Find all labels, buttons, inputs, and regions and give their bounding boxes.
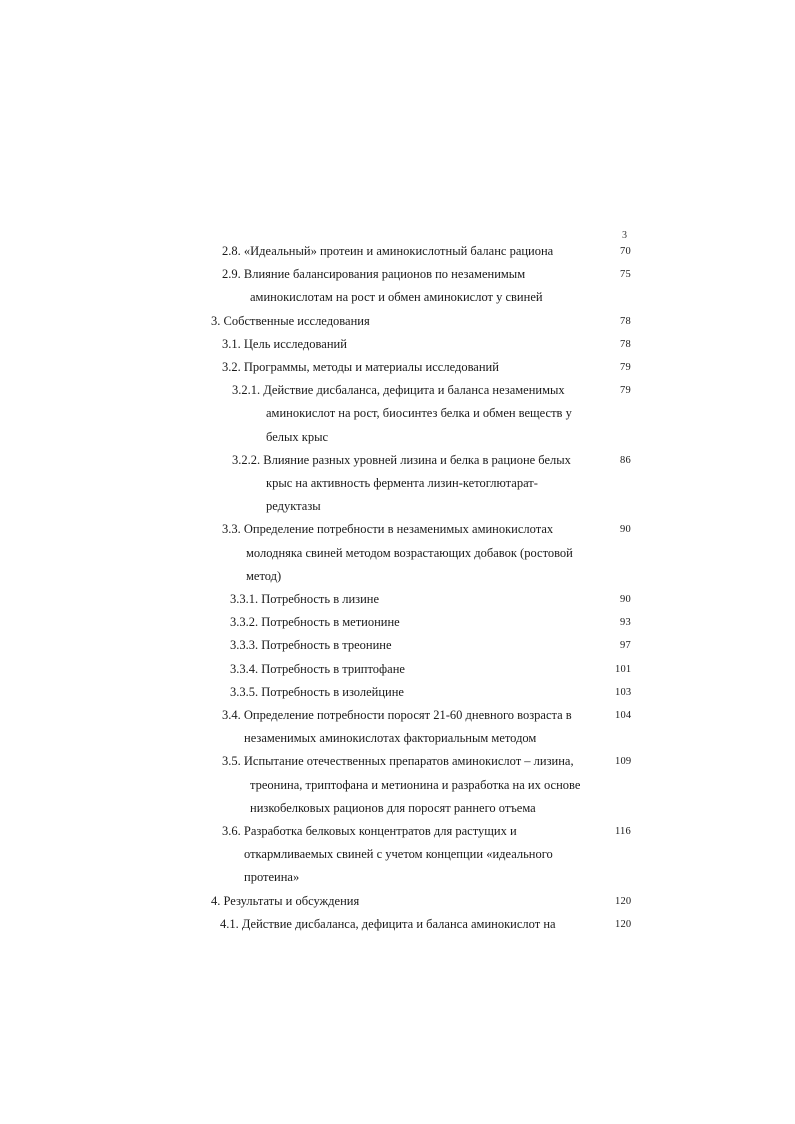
toc-entry-page: 93 <box>620 617 631 629</box>
toc-entry-page: 78 <box>620 315 631 327</box>
toc-entry-title: 3.2.1. Действие дисбаланса, дефицита и баланса незаменимых <box>232 383 565 398</box>
toc-entry-title: 3. Собственные исследования <box>211 313 370 328</box>
toc-entry-3-2-2 <box>0 449 795 519</box>
toc-entry-3-3-4 <box>0 658 795 681</box>
toc-entry-title: 3.3.5. Потребность в изолейцине <box>230 684 404 699</box>
toc-entry-title: 3.3.3. Потребность в треонине <box>230 638 392 653</box>
toc-entry-page: 79 <box>620 385 631 397</box>
toc-entry-page: 120 <box>615 918 632 930</box>
toc-entry-page: 103 <box>615 686 632 698</box>
toc-entry-continuation: белых крыс <box>266 429 329 444</box>
toc-entry-title: 3.4. Определение потребности поросят 21-60 дневного возраста в <box>222 708 572 723</box>
toc-entry-title: 2.8. «Идеальный» протеин и аминокислотный баланс рациона <box>222 244 554 258</box>
toc-entry-title: 3.5. Испытание отечественных препаратов аминокислот – лизина, <box>222 754 574 769</box>
toc-entry-4-1 <box>0 913 795 936</box>
toc-entry-continuation: молодняка свиней методом возрастающих добавок (ростовой <box>246 545 573 560</box>
toc-entry-continuation: редуктазы <box>266 499 321 514</box>
table-of-contents <box>0 240 795 936</box>
toc-entry-title: 4. Результаты и обсуждения <box>211 893 360 908</box>
toc-entry-page: 109 <box>615 756 632 768</box>
toc-entry-continuation: протеина» <box>244 870 300 885</box>
toc-entry-continuation: треонина, триптофана и метионина и разработка на их основе <box>250 777 581 792</box>
toc-entry-title: 3.3.4. Потребность в триптофане <box>230 661 405 676</box>
toc-entry-4 <box>0 890 795 913</box>
toc-entry-3-3-2 <box>0 611 795 634</box>
toc-entry-page: 101 <box>615 663 632 675</box>
toc-entry-title: 3.3.2. Потребность в метионине <box>230 615 400 630</box>
toc-entry-page: 70 <box>620 246 631 257</box>
toc-entry-page: 90 <box>620 594 631 606</box>
toc-entry-3-3 <box>0 518 795 588</box>
toc-entry-continuation: метод) <box>246 568 282 583</box>
page-number: 3 <box>622 230 627 241</box>
toc-entry-page: 120 <box>615 895 632 907</box>
toc-entry-3 <box>0 310 795 333</box>
toc-entry-title: 3.2.2. Влияние разных уровней лизина и белка в рационе белых <box>232 452 571 467</box>
toc-entry-continuation: крыс на активность фермента лизин-кетоглютарат- <box>266 476 538 491</box>
toc-entry-continuation: низкобелковых рационов для поросят раннего отъема <box>250 800 536 815</box>
toc-entry-2-8 <box>0 240 795 263</box>
toc-entry-title: 3.2. Программы, методы и материалы исследований <box>222 360 499 375</box>
toc-entry-page: 116 <box>615 826 631 838</box>
toc-entry-3-2 <box>0 356 795 379</box>
toc-entry-3-3-3 <box>0 634 795 657</box>
toc-entry-page: 90 <box>620 524 631 536</box>
toc-entry-continuation: незаменимых аминокислотах факториальным методом <box>244 731 537 746</box>
toc-entry-3-3-1 <box>0 588 795 611</box>
toc-entry-title: 4.1. Действие дисбаланса, дефицита и баланса аминокислот на <box>220 916 556 931</box>
toc-entry-page: 97 <box>620 640 631 652</box>
toc-entry-page: 75 <box>620 269 631 281</box>
toc-entry-continuation: аминокислотам на рост и обмен аминокислот у свиней <box>250 290 543 305</box>
toc-entry-title: 2.9. Влияние балансирования рационов по незаменимым <box>222 267 526 282</box>
toc-entry-page: 86 <box>620 454 631 466</box>
toc-entry-page: 79 <box>620 362 631 374</box>
toc-entry-3-1 <box>0 333 795 356</box>
toc-entry-title: 3.3. Определение потребности в незаменимых аминокислотах <box>222 522 554 537</box>
toc-entry-3-3-5 <box>0 681 795 704</box>
toc-entry-title: 3.1. Цель исследований <box>222 336 347 351</box>
toc-entry-3-2-1 <box>0 379 795 449</box>
toc-entry-title: 3.6. Разработка белковых концентратов для растущих и <box>222 824 517 839</box>
toc-entry-page: 104 <box>615 710 632 722</box>
toc-entry-3-5 <box>0 750 795 820</box>
toc-entry-2-9 <box>0 263 795 309</box>
toc-entry-3-4 <box>0 704 795 750</box>
toc-entry-continuation: откармливаемых свиней с учетом концепции «идеального <box>244 847 553 862</box>
toc-entry-title: 3.3.1. Потребность в лизине <box>230 592 380 607</box>
toc-entry-3-6 <box>0 820 795 890</box>
toc-entry-page: 78 <box>620 338 631 350</box>
toc-entry-continuation: аминокислот на рост, биосинтез белка и обмен веществ у <box>266 406 572 421</box>
